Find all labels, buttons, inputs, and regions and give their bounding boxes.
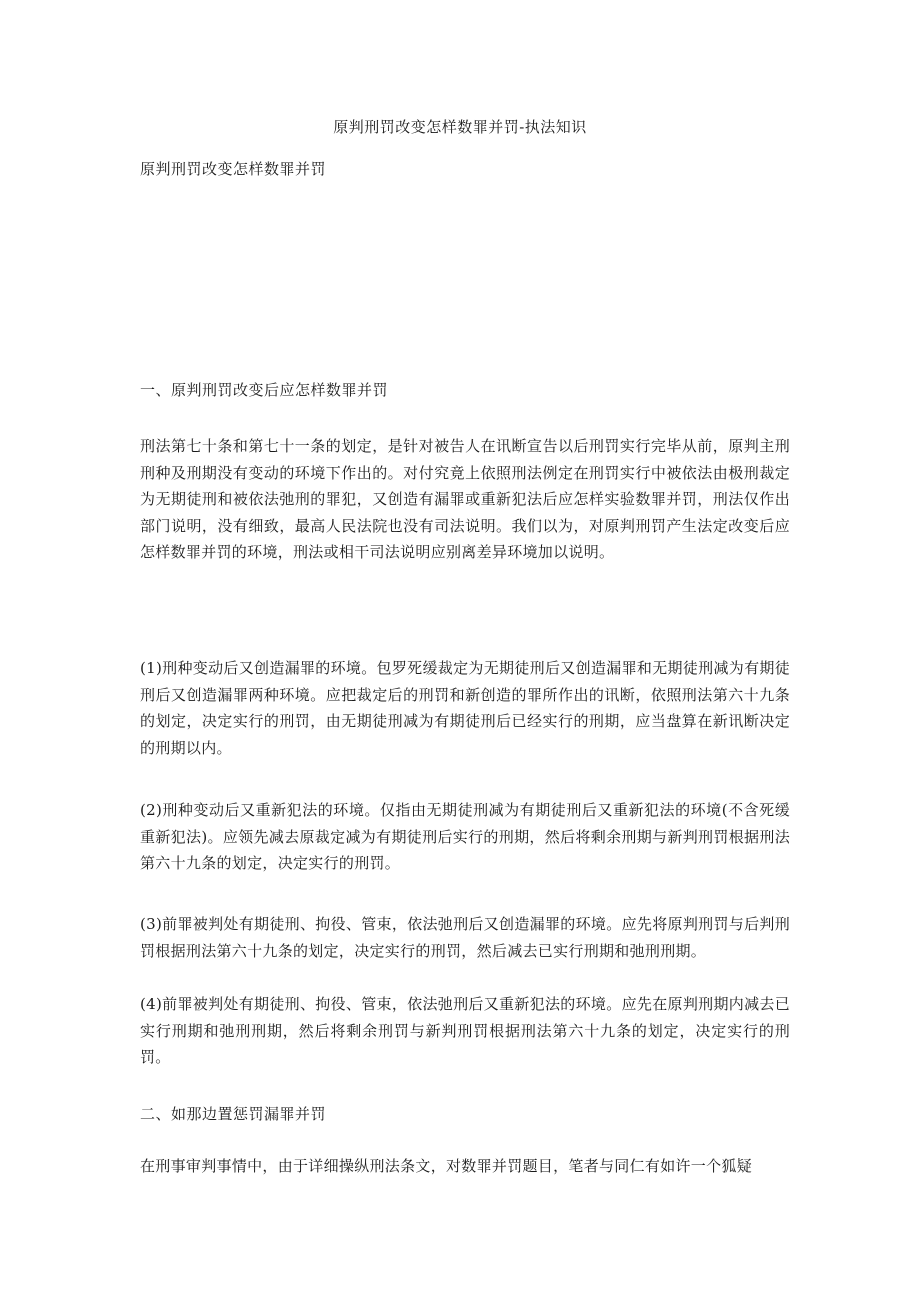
section-2-intro-paragraph: 在刑事审判事情中，由于详细操纵刑法条文，对数罪并罚题目，笔者与同仁有如许一个狐疑 (140, 1157, 753, 1175)
document-title: 原判刑罚改变怎样数罪并罚-执法知识 (333, 118, 587, 136)
paragraph-item-4: (4)前罪被判处有期徒刑、拘役、管束，依法弛刑后又重新犯法的环境。应先在原判刑期内减去已实行刑期和弛刑刑期，然后将剩余刑罚与新判刑罚根据刑法第六十九条的划定，决定实行的刑罚。 (140, 995, 790, 1066)
section-2-heading: 二、如那边置惩罚漏罪并罚 (140, 1105, 327, 1123)
paragraph-item-1: (1)刑种变动后又创造漏罪的环境。包罗死缓裁定为无期徒刑后又创造漏罪和无期徒刑减为有期徒刑后又创造漏罪两种环境。应把裁定后的刑罚和新创造的罪所作出的讯断，依照刑法第六十九条的划定，决定实行的刑罚，由无期徒刑减为有期徒刑后已经实行的刑期，应当盘算在新讯断决定的刑期以内。 (140, 659, 790, 757)
section-1-intro-paragraph: 刑法第七十条和第七十一条的划定，是针对被告人在讯断宣告以后刑罚实行完毕从前，原判主刑刑种及刑期没有变动的环境下作出的。对付究竟上依照刑法例定在刑罚实行中被依法由极刑裁定为无期徒刑和被依法弛刑的罪犯，又创造有漏罪或重新犯法后应怎样实验数罪并罚，刑法仅作出部门说明，没有细致，最高人民法院也没有司法说明。我们以为，对原判刑罚产生法定改变后应怎样数罪并罚的环境，刑法或相干司法说明应别离差异环境加以说明。 (140, 437, 790, 561)
paragraph-item-3: (3)前罪被判处有期徒刑、拘役、管束，依法弛刑后又创造漏罪的环境。应先将原判刑罚与后判刑罚根据刑法第六十九条的划定，决定实行的刑罚，然后减去已实行刑期和弛刑刑期。 (140, 915, 790, 960)
document-subtitle: 原判刑罚改变怎样数罪并罚 (140, 160, 327, 178)
paragraph-item-2: (2)刑种变动后又重新犯法的环境。仅指由无期徒刑减为有期徒刑后又重新犯法的环境(不含死缓重新犯法)。应领先减去原裁定减为有期徒刑后实行的刑期，然后将剩余刑期与新判刑罚根据刑法第六十九条的划定，决定实行的刑罚。 (140, 801, 790, 872)
section-1-heading: 一、原判刑罚改变后应怎样数罪并罚 (140, 381, 389, 399)
